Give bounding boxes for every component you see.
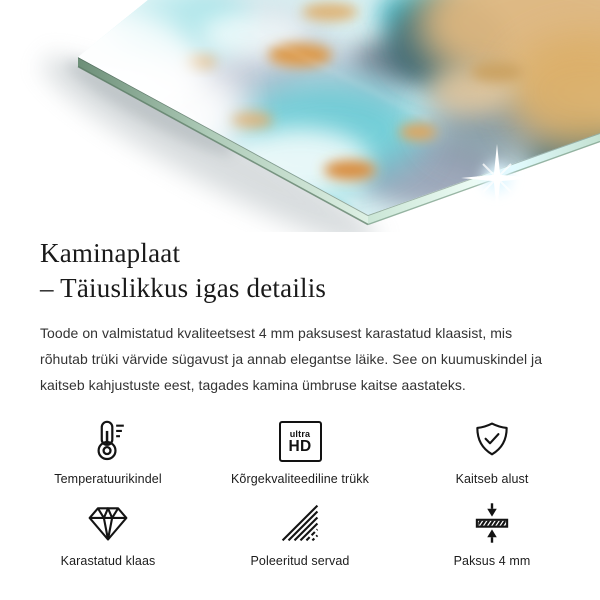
feature-thickness <box>396 500 588 568</box>
feature-label: Karastatud klaas <box>60 554 156 568</box>
diamond-icon <box>86 500 130 546</box>
feature-temperature <box>12 418 204 486</box>
intro-paragraph: Toode on valmistatud kvaliteetsest 4 mm paksusest karastatud klaasist, mis rõhutab trüki värvide sügavust ja annab elegantse läike. See on kuumuskindel ja kaitseb kahjustuste eest, tagades kamina ümbruse kaitse aastateks. <box>40 325 543 393</box>
feature-label: Temperatuurikindel <box>54 472 162 486</box>
feature-label: Poleeritud servad <box>250 554 350 568</box>
feature-label: Kaitseb alust <box>455 472 529 486</box>
feature-polished-edges <box>204 500 396 568</box>
product-description-section <box>0 236 600 398</box>
thickness-compress-icon <box>470 500 514 546</box>
glass-plate-image <box>0 0 600 232</box>
feature-label: Kõrgekvaliteediline trükk <box>231 472 369 486</box>
ultra-hd-print-icon: ultra HD <box>279 418 322 464</box>
thermometer-icon <box>85 418 131 464</box>
page-title <box>40 236 560 306</box>
polished-edges-icon <box>278 500 322 546</box>
feature-print-quality <box>204 418 396 486</box>
feature-grid <box>12 418 588 568</box>
hero-product-photo <box>0 0 600 232</box>
feature-tempered-glass <box>12 500 204 568</box>
shield-check-icon <box>470 418 514 464</box>
feature-label: Paksus 4 mm <box>453 554 531 568</box>
page-title-line2: – Täiuslikkus igas detailis <box>40 273 327 303</box>
page-title-line1: Kaminaplaat <box>40 238 181 268</box>
feature-protects-base <box>396 418 588 486</box>
